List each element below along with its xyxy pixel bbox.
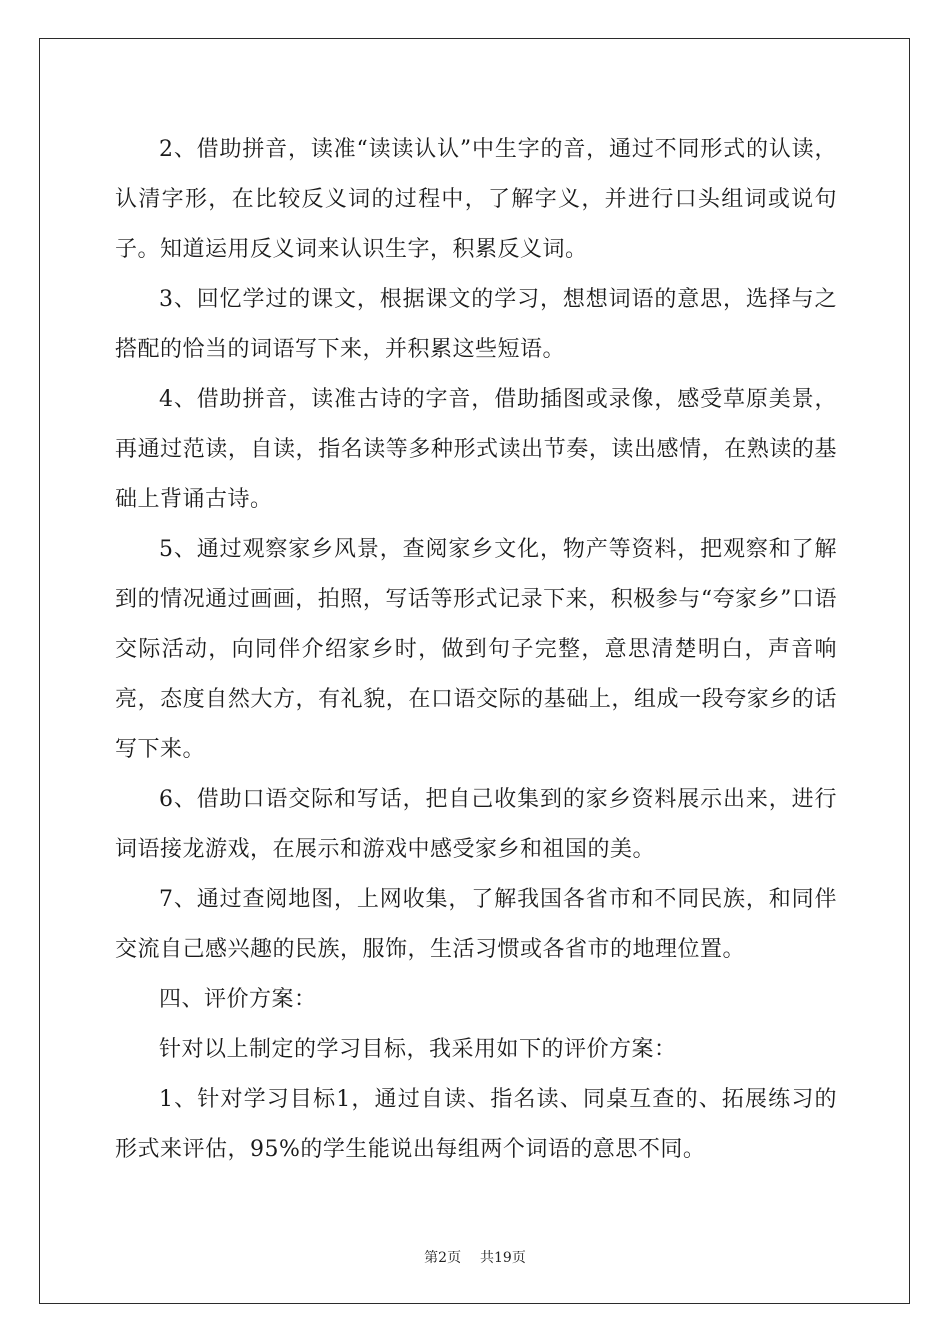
paragraph: 3、回忆学过的课文，根据课文的学习，想想词语的意思，选择与之搭配的恰当的词语写下来，并积累这些短语。 — [115, 287, 837, 362]
paragraph: 2、借助拼音，读准“读读认认”中生字的音，通过不同形式的认读，认清字形，在比较反义词的过程中，了解字义，并进行口头组词或说句子。知道运用反义词来认识生字，积累反义词。 — [115, 137, 837, 262]
total-pages: 共19页 — [480, 1250, 526, 1266]
paragraph: 6、借助口语交际和写话，把自己收集到的家乡资料展示出来，进行词语接龙游戏，在展示和游戏中感受家乡和祖国的美。 — [115, 787, 837, 862]
paragraph: 针对以上制定的学习目标，我采用如下的评价方案： — [159, 1037, 677, 1062]
paragraph: 7、通过查阅地图，上网收集，了解我国各省市和不同民族，和同伴交流自己感兴趣的民族，服饰，生活习惯或各省市的地理位置。 — [115, 887, 837, 962]
paragraph: 5、通过观察家乡风景，查阅家乡文化，物产等资料，把观察和了解到的情况通过画画，拍照，写话等形式记录下来，积极参与“夸家乡”口语交际活动，向同伴介绍家乡时，做到句子完整，意思清楚明白，声音响亮，态度自然大方，有礼貌，在口语交际的基础上，组成一段夸家乡的话写下来。 — [115, 537, 837, 762]
page-footer — [0, 1247, 950, 1267]
section-heading: 四、评价方案： — [159, 987, 317, 1012]
document-body — [115, 125, 837, 1175]
paragraph: 4、借助拼音，读准古诗的字音，借助插图或录像，感受草原美景，再通过范读，自读，指名读等多种形式读出节奏，读出感情，在熟读的基础上背诵古诗。 — [115, 387, 837, 512]
page-number: 第2页 — [424, 1250, 462, 1266]
paragraph: 1、针对学习目标1，通过自读、指名读、同桌互查的、拓展练习的形式来评估，95%的学生能说出每组两个词语的意思不同。 — [115, 1087, 837, 1162]
